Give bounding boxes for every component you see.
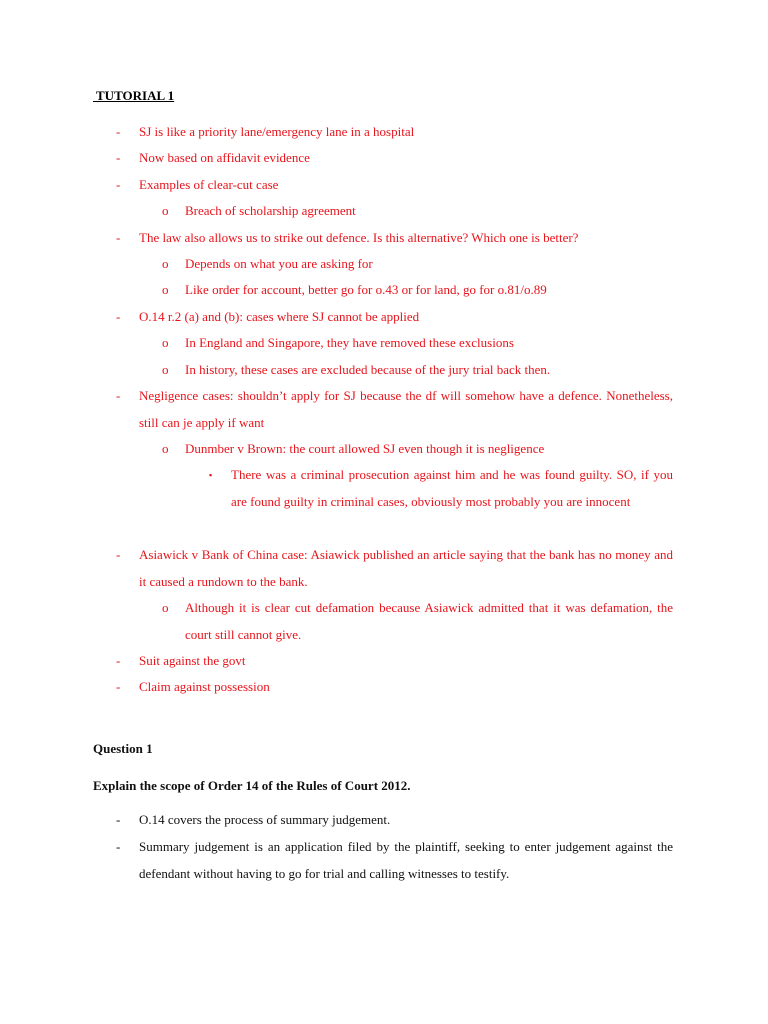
dash-bullet: - xyxy=(116,679,121,694)
dash-bullet: - xyxy=(116,653,121,668)
list-item-text: Asiawick v Bank of China case: Asiawick published an article saying that the bank has no money and it caused a rundown to the bank. xyxy=(139,547,673,589)
dash-bullet: - xyxy=(116,177,121,192)
list-item-text: Suit against the govt xyxy=(139,653,246,668)
list-item-text: The law also allows us to strike out defence. Is this alternative? Which one is better? xyxy=(139,230,579,245)
circle-bullet: o xyxy=(162,600,169,615)
circle-bullet: o xyxy=(162,282,169,297)
question-heading: Question 1 xyxy=(93,741,153,756)
list-item-text: SJ is like a priority lane/emergency lane in a hospital xyxy=(139,124,415,139)
list-item-text: There was a criminal prosecution against him and he was found guilty. SO, if you are found guilty in criminal cases, obviously most probably you are innocent xyxy=(231,467,673,509)
circle-bullet: o xyxy=(162,203,169,218)
list-item-text: In England and Singapore, they have removed these exclusions xyxy=(185,335,514,350)
list-item-text: Dunmber v Brown: the court allowed SJ even though it is negligence xyxy=(185,441,545,456)
circle-bullet: o xyxy=(162,335,169,350)
list-item-text: Examples of clear-cut case xyxy=(139,177,279,192)
circle-bullet: o xyxy=(162,256,169,271)
list-item-text: Now based on affidavit evidence xyxy=(139,150,310,165)
list-item-text: In history, these cases are excluded because of the jury trial back then. xyxy=(185,362,551,377)
list-item-text: Negligence cases: shouldn’t apply for SJ because the df will somehow have a defence. Nonetheless, still can je apply if want xyxy=(139,388,673,430)
dash-bullet: - xyxy=(116,124,121,139)
circle-bullet: o xyxy=(162,362,169,377)
dash-bullet: - xyxy=(116,839,121,854)
circle-bullet: o xyxy=(162,441,169,456)
square-bullet: ▪ xyxy=(209,470,213,480)
dash-bullet: - xyxy=(116,150,121,165)
list-item-text: Depends on what you are asking for xyxy=(185,256,373,271)
dash-bullet: - xyxy=(116,388,121,403)
list-item-text: Although it is clear cut defamation because Asiawick admitted that it was defamation, the court still cannot give. xyxy=(185,600,673,642)
dash-bullet: - xyxy=(116,812,121,827)
list-item-text: Breach of scholarship agreement xyxy=(185,203,356,218)
list-item-text: O.14 covers the process of summary judgement. xyxy=(139,812,391,827)
dash-bullet: - xyxy=(116,230,121,245)
document-title: TUTORIAL 1 xyxy=(93,88,175,103)
list-item-text: Like order for account, better go for o.43 or for land, go for o.81/o.89 xyxy=(185,282,547,297)
dash-bullet: - xyxy=(116,309,121,324)
list-item-text: Summary judgement is an application filed by the plaintiff, seeking to enter judgement against the defendant without having to go for trial and calling witnesses to testify. xyxy=(139,839,673,881)
list-item-text: Claim against possession xyxy=(139,679,270,694)
dash-bullet: - xyxy=(116,547,121,562)
list-item-text: O.14 r.2 (a) and (b): cases where SJ cannot be applied xyxy=(139,309,420,324)
question-prompt: Explain the scope of Order 14 of the Rules of Court 2012. xyxy=(93,778,411,793)
